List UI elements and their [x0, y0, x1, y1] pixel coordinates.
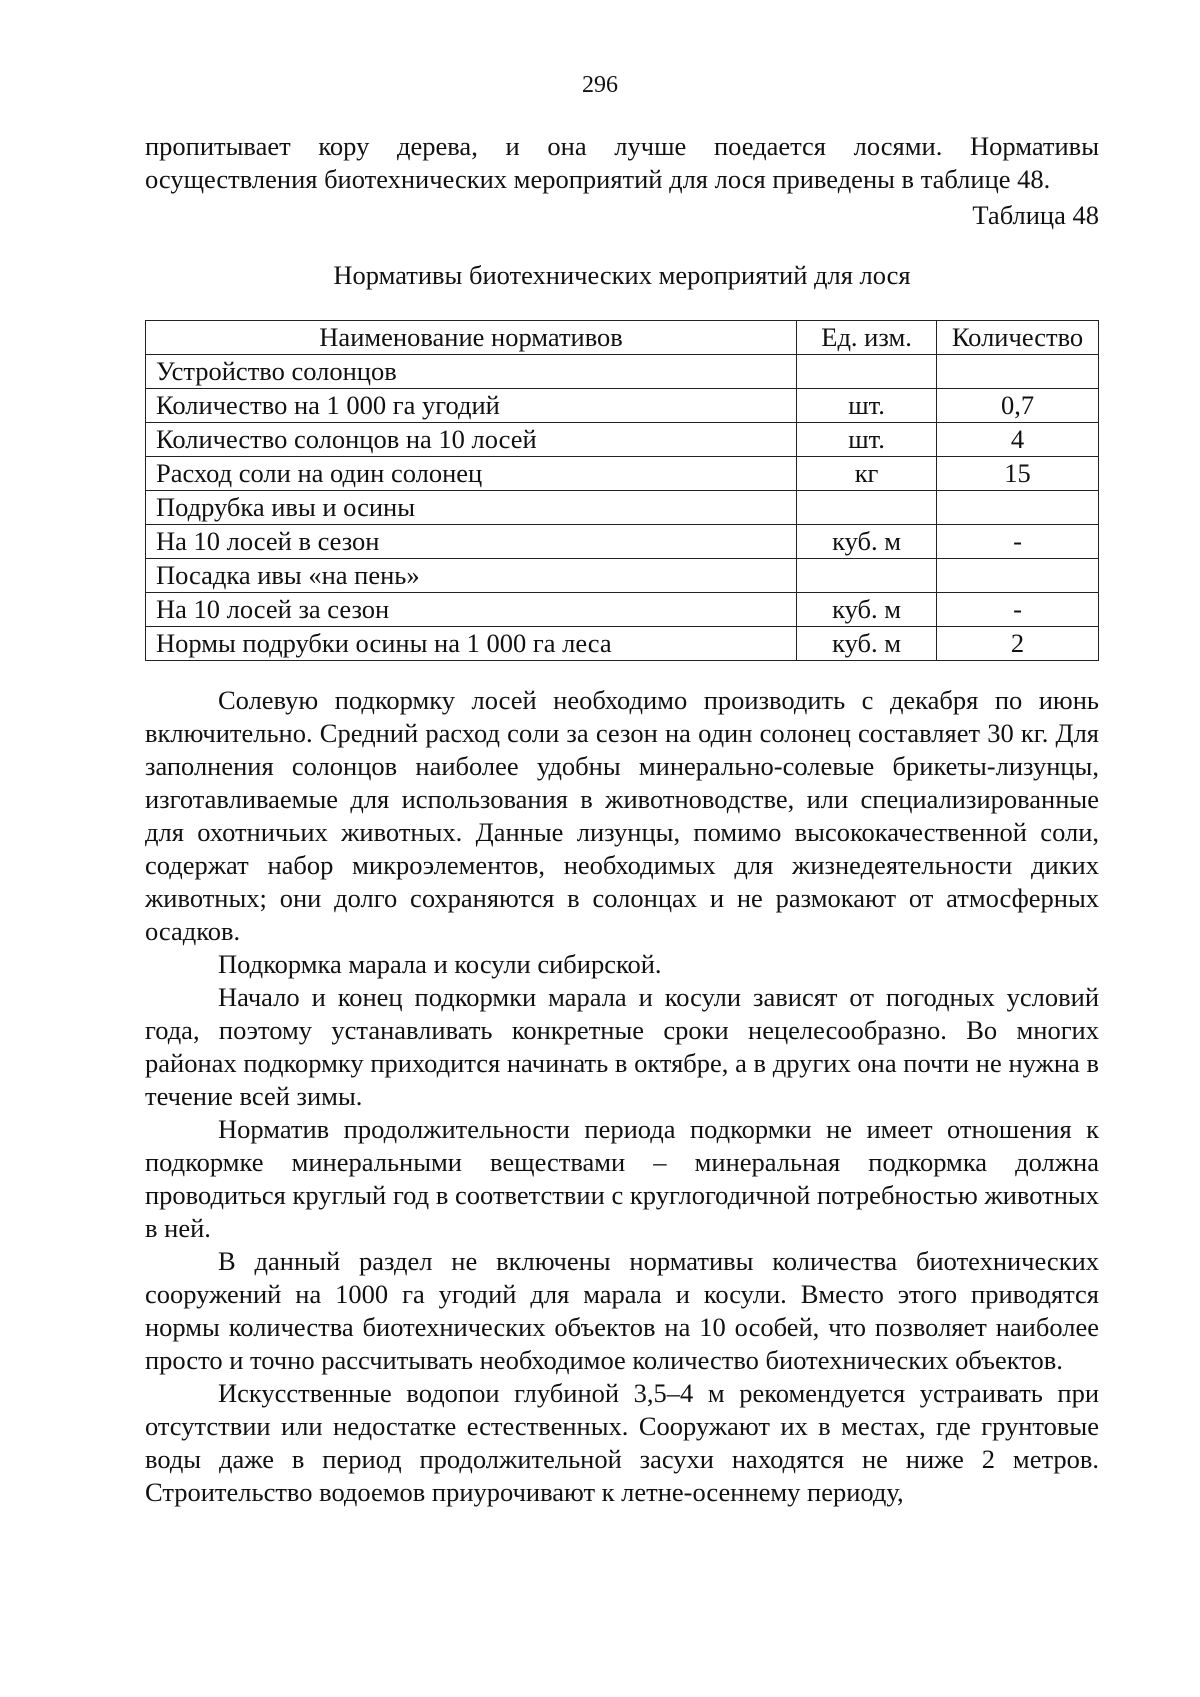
cell-name: Количество на 1 000 га угодий	[146, 389, 797, 423]
cell-unit: кг	[797, 457, 937, 491]
body-paragraph: Подкормка марала и косули сибирской.	[218, 949, 662, 979]
standards-table	[145, 320, 1099, 661]
cell-name: На 10 лосей в сезон	[146, 525, 797, 559]
header-quantity: Количество	[937, 321, 1099, 355]
cell-quantity: -	[937, 593, 1099, 627]
cell-quantity	[937, 559, 1099, 593]
header-name: Наименование нормативов	[146, 321, 797, 355]
table-row	[146, 389, 1099, 423]
cell-name: Количество солонцов на 10 лосей	[146, 423, 797, 457]
cell-quantity: 4	[937, 423, 1099, 457]
cell-name: Посадка ивы «на пень»	[146, 559, 797, 593]
cell-name: Устройство солонцов	[146, 355, 797, 389]
table-row	[146, 525, 1099, 559]
cell-quantity	[937, 355, 1099, 389]
cell-name: Нормы подрубки осины на 1 000 га леса	[146, 627, 797, 661]
page-content	[145, 130, 1099, 1509]
cell-name: Расход соли на один солонец	[146, 457, 797, 491]
cell-quantity: 15	[937, 457, 1099, 491]
table-row	[146, 491, 1099, 525]
table-row	[146, 423, 1099, 457]
cell-quantity	[937, 491, 1099, 525]
cell-unit: шт.	[797, 389, 937, 423]
cell-quantity: 2	[937, 627, 1099, 661]
body-paragraph: В данный раздел не включены нормативы количества биотехнических сооружений на 1000 га угодий для марала и косули. Вместо этого приводятся нормы количества биотехнических объектов на 10 особей, что позволяет наиболее просто и точно рассчитывать необходимое количество биотехнических объектов.	[145, 1246, 1099, 1375]
cell-unit	[797, 355, 937, 389]
body-paragraph: Искусственные водопои глубиной 3,5–4 м рекомендуется устраивать при отсутствии или недостатке естественных. Сооружают их в местах, где грунтовые воды даже в период продолжительной засухи находятся не ниже 2 метров. Строительство водоемов приурочивают к летне-осеннему периоду,	[145, 1378, 1099, 1507]
table-header-row	[146, 321, 1099, 355]
body-paragraph: Солевую подкормку лосей необходимо производить с декабря по июнь включительно. Средний расход соли за сезон на один солонец составляет 30 кг. Для заполнения солонцов наиболее удобны минерально-солевые брикеты-лизунцы, изготавливаемые для использования в животноводстве, или специализированные для охотничьих животных. Данные лизунцы, помимо высококачественной соли, содержат набор микроэлементов, необходимых для жизнедеятельности диких животных; они долго сохраняются в солонцах и не размокают от атмосферных осадков.	[145, 685, 1099, 946]
table-row	[146, 559, 1099, 593]
cell-unit: куб. м	[797, 525, 937, 559]
table-row	[146, 627, 1099, 661]
body-paragraph: Начало и конец подкормки марала и косули зависят от погодных условий года, поэтому устанавливать конкретные сроки нецелесообразно. Во многих районах подкормку приходится начинать в октябре, а в других она почти не нужна в течение всей зимы.	[145, 982, 1099, 1111]
cell-name: Подрубка ивы и осины	[146, 491, 797, 525]
cell-name: На 10 лосей за сезон	[146, 593, 797, 627]
table-caption: Нормативы биотехнических мероприятий для лося	[333, 260, 911, 290]
cell-unit	[797, 559, 937, 593]
page-number: 296	[582, 72, 618, 98]
cell-quantity: -	[937, 525, 1099, 559]
cell-unit	[797, 491, 937, 525]
body-paragraph: Норматив продолжительности периода подкормки не имеет отношения к подкормке минеральными веществами – минеральная подкормка должна проводиться круглый год в соответствии с круглогодичной потребностью животных в ней.	[145, 1114, 1099, 1243]
table-label: Таблица 48	[972, 200, 1099, 230]
table-row	[146, 593, 1099, 627]
intro-paragraph: пропитывает кору дерева, и она лучше поедается лосями. Нормативы осуществления биотехнических мероприятий для лося приведены в таблице 48.	[145, 131, 1099, 194]
cell-unit: шт.	[797, 423, 937, 457]
header-unit: Ед. изм.	[797, 321, 937, 355]
cell-unit: куб. м	[797, 593, 937, 627]
table-row	[146, 457, 1099, 491]
table-row	[146, 355, 1099, 389]
cell-unit: куб. м	[797, 627, 937, 661]
cell-quantity: 0,7	[937, 389, 1099, 423]
